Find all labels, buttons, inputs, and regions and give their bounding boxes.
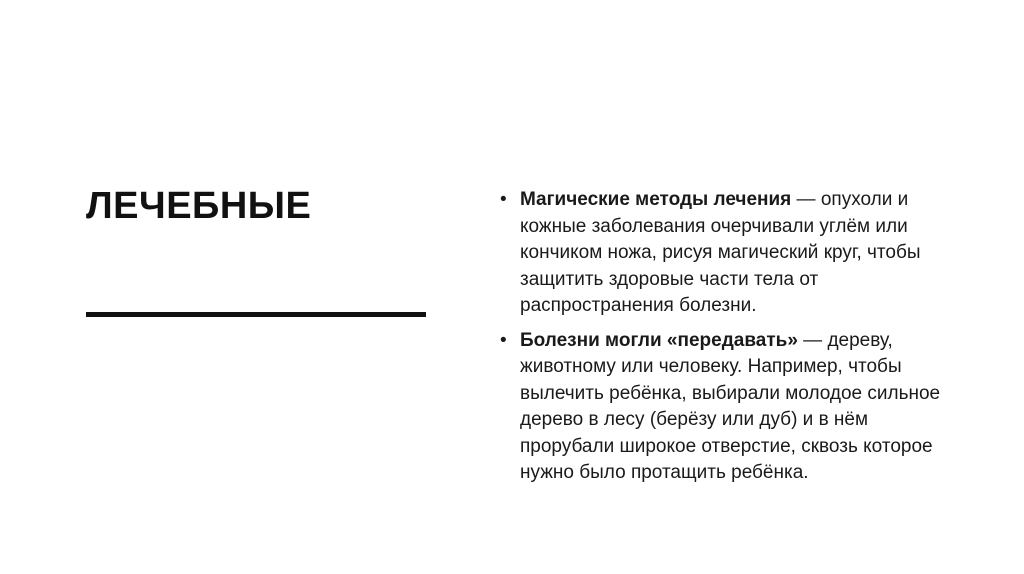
bullet-dot-icon: • (500, 189, 507, 210)
bullet-list (498, 187, 946, 495)
bullet-dot-icon: • (500, 329, 507, 351)
bullet-body-text: — дереву, животному или человеку. Например, чтобы вылечить ребёнка, выбирали молодое сильное дерево в лесу (берёзу или дуб) и в нём прорубали широкое отверстие, сквозь которое нужно было протащить ребёнка. (520, 329, 941, 483)
bullet-body-text: — опухоли и кожные заболевания очерчивали углём или кончиком ножа, рисуя магический круг, чтобы защитить здоровые части тела от распространения болезни. (520, 189, 921, 316)
bullet-bold-lead: Болезни могли «передавать» (520, 329, 798, 351)
bullet-item (498, 328, 946, 487)
title-underline-divider (86, 312, 426, 317)
bullet-item (498, 187, 946, 320)
bullet-bold-lead: Магические методы лечения (520, 189, 792, 210)
slide-title: ЛЕЧЕБНЫЕ (86, 185, 312, 227)
